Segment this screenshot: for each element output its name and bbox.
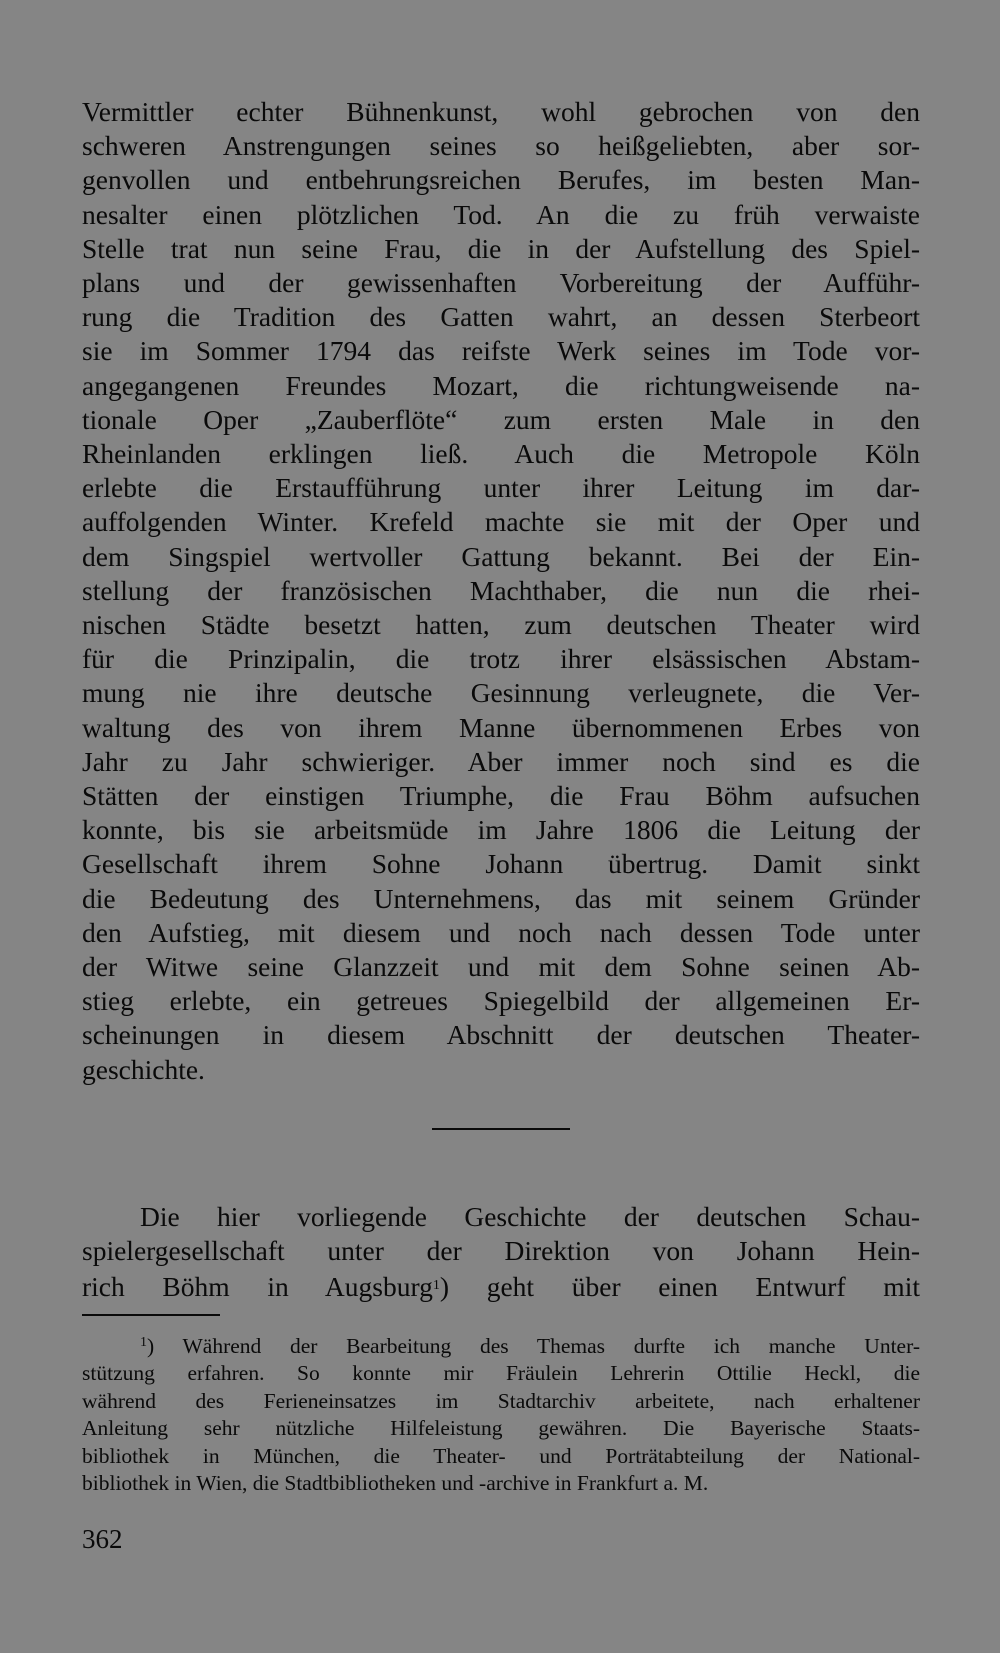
text-line: nischen Städte besetzt hatten, zum deutschen Theater wird — [82, 609, 920, 641]
text-line: Vermittler echter Bühnenkunst, wohl gebrochen von den — [82, 96, 920, 127]
text-line: Stätten der einstigen Triumphe, die Frau Böhm aufsuchen — [82, 780, 920, 812]
body-paragraph-1 — [82, 95, 920, 1087]
text-line: plans und der gewissenhaften Vorbereitung der Aufführ- — [82, 267, 920, 299]
text-line: rung die Tradition des Gatten wahrt, an dessen Sterbeort — [82, 301, 920, 333]
text-segment: ) geht über einen Entwurf mit — [439, 1270, 920, 1302]
footnote-line: bibliothek in Wien, die Stadtbibliotheken und -archive in Frankfurt a. M. — [82, 1471, 709, 1496]
text-line: waltung des von ihrem Manne übernommenen Erbes von — [82, 711, 920, 743]
text-line: geschichte. — [82, 1053, 205, 1085]
text-line: schweren Anstrengungen seines so heißgeliebten, aber sor- — [82, 130, 920, 162]
section-divider — [432, 1128, 570, 1130]
text-segment: ) Während der Bearbeitung des Themas durfte ich manche Unter- — [147, 1334, 920, 1358]
text-line: Rheinlanden erklingen ließ. Auch die Metropole Köln — [82, 438, 920, 470]
footnote-marker: 1 — [140, 1335, 147, 1350]
text-line: Jahr zu Jahr schwieriger. Aber immer noch sind es die — [82, 745, 920, 777]
footnote-rule — [82, 1314, 220, 1316]
page-number: 362 — [82, 1524, 123, 1554]
footnote — [82, 1329, 920, 1497]
text-line: tionale Oper „Zauberflöte“ zum ersten Male in den — [82, 403, 920, 435]
text-line: mung nie ihre deutsche Gesinnung verleugnete, die Ver- — [82, 677, 920, 709]
body-paragraph-2 — [82, 1200, 920, 1304]
text-segment: rich Böhm in Augsburg — [82, 1270, 433, 1302]
text-line: genvollen und entbehrungsreichen Berufes, im besten Man- — [82, 164, 920, 196]
text-line: erlebte die Erstaufführung unter ihrer Leitung im dar- — [82, 472, 920, 504]
text-line: spielergesellschaft unter der Direktion von Johann Hein- — [82, 1235, 920, 1267]
text-line: konnte, bis sie arbeitsmüde im Jahre 1806 die Leitung der — [82, 814, 920, 846]
footnote-line: Anleitung sehr nützliche Hilfeleistung gewähren. Die Bayerische Staats- — [82, 1416, 920, 1441]
text-line: angegangenen Freundes Mozart, die richtungweisende na- — [82, 369, 920, 401]
text-line: dem Singspiel wertvoller Gattung bekannt. Bei der Ein- — [82, 540, 920, 572]
text-line-with-footnote-ref — [82, 1269, 920, 1304]
text-line: sie im Sommer 1794 das reifste Werk seines im Tode vor- — [82, 335, 920, 367]
footnote-line: stützung erfahren. So konnte mir Fräulein Lehrerin Ottilie Heckl, die — [82, 1361, 920, 1386]
text-line: scheinungen in diesem Abschnitt der deutschen Theater- — [82, 1019, 920, 1051]
text-line: Die hier vorliegende Geschichte der deutschen Schau- — [140, 1201, 920, 1232]
text-line: stellung der französischen Machthaber, die nun die rhei- — [82, 574, 920, 606]
footnote-line — [82, 1329, 920, 1360]
footnote-line: bibliothek in München, die Theater- und Porträtabteilung der National- — [82, 1443, 920, 1468]
text-line: Stelle trat nun seine Frau, die in der Aufstellung des Spiel- — [82, 232, 920, 264]
text-line: die Bedeutung des Unternehmens, das mit seinem Gründer — [82, 882, 920, 914]
footnote-line: während des Ferieneinsatzes im Stadtarchiv arbeitete, nach erhaltener — [82, 1388, 920, 1413]
text-line: stieg erlebte, ein getreues Spiegelbild der allgemeinen Er- — [82, 985, 920, 1017]
text-line: auffolgenden Winter. Krefeld machte sie mit der Oper und — [82, 506, 920, 538]
text-line: der Witwe seine Glanzzeit und mit dem Sohne seinen Ab- — [82, 951, 920, 983]
text-line: Gesellschaft ihrem Sohne Johann übertrug. Damit sinkt — [82, 848, 920, 880]
text-line: den Aufstieg, mit diesem und noch nach dessen Tode unter — [82, 916, 920, 948]
text-line: für die Prinzipalin, die trotz ihrer elsässischen Abstam- — [82, 643, 920, 675]
footnote-reference: 1 — [432, 1277, 440, 1293]
text-line: nesalter einen plötzlichen Tod. An die zu früh verwaiste — [82, 198, 920, 230]
